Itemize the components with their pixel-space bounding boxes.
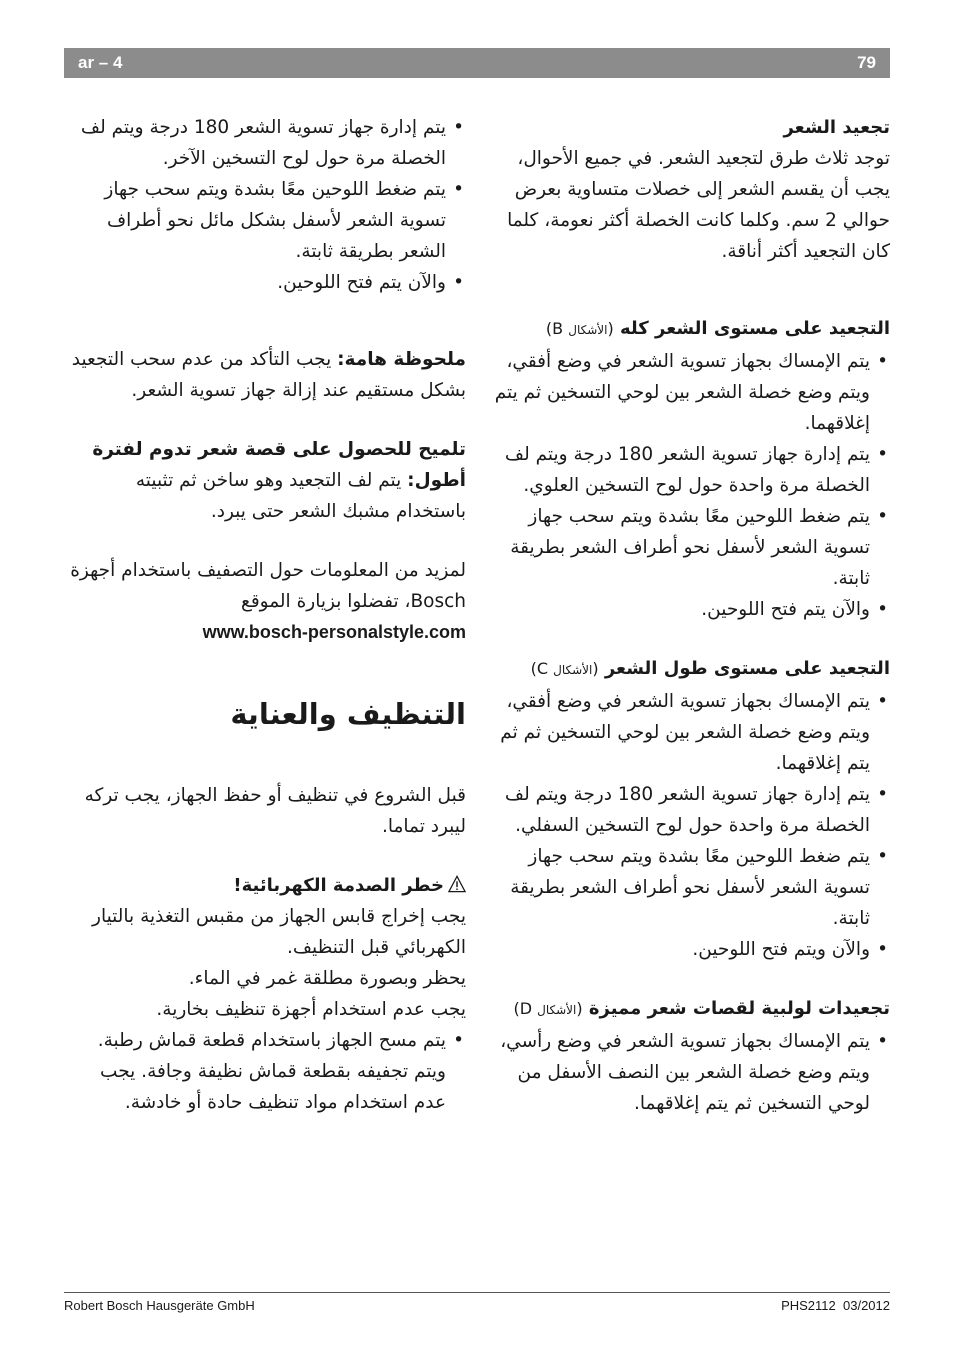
- footer-company: Robert Bosch Hausgeräte GmbH: [64, 1298, 255, 1313]
- list-item: • يتم الإمساك بجهاز تسوية الشعر في وضع أفقي، ويتم وضع خصلة الشعر بين لوحي التسخين ثم ثم يتم إغلاقهما.: [490, 686, 890, 779]
- footer-model-date: [781, 1298, 890, 1313]
- section-b-title: التجعيد على مستوى الشعر كله (الأشكال B): [545, 318, 890, 339]
- note-label: ملحوظة هامة:: [337, 349, 466, 370]
- list-item: • يتم ضغط اللوحين معًا بشدة ويتم سحب جهاز تسوية الشعر لأسفل بشكل مائل نحو أطراف الشعر بطريقة ثابتة.: [64, 174, 466, 267]
- danger-line: يجب إخراج قابس الجهاز من مقبس التغذية بالتيار الكهربائي قبل التنظيف.: [92, 906, 466, 958]
- section-c-list: [490, 686, 890, 965]
- cleaning-intro: قبل الشروع في تنظيف أو حفظ الجهاز، يجب تركه ليبرد تماما.: [84, 785, 466, 837]
- list-item: • يتم إدارة جهاز تسوية الشعر 180 درجة ويتم لف الخصلة مرة حول لوح التسخين الآخر.: [64, 112, 466, 174]
- section-b-list: [490, 346, 890, 625]
- section-d-list: [490, 1026, 890, 1119]
- danger-heading: خطر الصدمة الكهربائية!: [64, 870, 466, 901]
- cleaning-title: التنظيف والعناية: [230, 697, 466, 731]
- list-item: • يتم إدارة جهاز تسوية الشعر 180 درجة ويتم لف الخصلة مرة واحدة حول لوح التسخين العلوي.: [490, 439, 890, 501]
- website-link[interactable]: www.bosch-personalstyle.com: [202, 622, 466, 642]
- cleaning-list: [64, 1025, 466, 1118]
- curl-intro: توجد ثلاث طرق لتجعيد الشعر. في جميع الأحوال، يجب أن يقسم الشعر إلى خصلات متساوية بعرض حوالي 2 سم. وكلما كانت الخصلة أكثر نعومة، كلما كان التجعيد أكثر أناقة.: [507, 148, 890, 262]
- footer-date: 03/2012: [843, 1298, 890, 1313]
- footer-model: PHS2112: [781, 1298, 836, 1313]
- list-item: • يتم مسح الجهاز باستخدام قطعة قماش رطبة. ويتم تجفيفه بقطعة قماش نظيفة وجافة. يجب عدم استخدام مواد تنظيف حادة أو خادشة.: [64, 1025, 466, 1118]
- list-item: • يتم الإمساك بجهاز تسوية الشعر في وضع رأسي، ويتم وضع خصلة الشعر بين النصف الأسفل من لوحي التسخين ثم يتم إغلاقهما.: [490, 1026, 890, 1119]
- left-column: [64, 112, 466, 1118]
- curl-title: تجعيد الشعر: [783, 117, 890, 138]
- continued-list: [64, 112, 466, 298]
- section-c-title: التجعيد على مستوى طول الشعر (الأشكال C): [530, 658, 890, 679]
- more-info: لمزيد من المعلومات حول التصفيف باستخدام أجهزة Bosch، تفضلوا بزيارة الموقع: [70, 560, 466, 612]
- danger-line: يحظر وبصورة مطلقة غمر في الماء.: [188, 968, 466, 989]
- header-bar: [64, 48, 890, 78]
- list-item: • والآن يتم فتح اللوحين.: [64, 267, 466, 298]
- warning-triangle-icon: [448, 875, 466, 893]
- list-item: • يتم ضغط اللوحين معًا بشدة ويتم سحب جهاز تسوية الشعر لأسفل نحو أطراف الشعر بطريقة ثابتة.: [490, 501, 890, 594]
- note-text: يجب التأكد من عدم سحب التجعيد بشكل مستقيم عند إزالة جهاز تسوية الشعر.: [71, 349, 466, 401]
- right-column: [490, 112, 890, 1119]
- tip: [64, 434, 466, 527]
- important-note: [64, 344, 466, 406]
- list-item: • يتم إدارة جهاز تسوية الشعر 180 درجة ويتم لف الخصلة مرة واحدة حول لوح التسخين السفلي.: [490, 779, 890, 841]
- footer-divider: [64, 1292, 890, 1293]
- list-item: • يتم ضغط اللوحين معًا بشدة ويتم سحب جهاز تسوية الشعر لأسفل نحو أطراف الشعر بطريقة ثابتة.: [490, 841, 890, 934]
- section-d-title: تجعيدات لولبية لقصات شعر مميزة (الأشكال D): [513, 998, 890, 1019]
- tip-text: يتم لف التجعيد وهو ساخن ثم تثبيته باستخدام مشبك الشعر حتى يبرد.: [135, 470, 466, 522]
- list-item: • والآن يتم فتح اللوحين.: [490, 594, 890, 625]
- tip-label: تلميح للحصول على قصة شعر تدوم لفترة أطول:: [92, 439, 466, 491]
- list-item: • والآن ويتم فتح اللوحين.: [490, 934, 890, 965]
- list-item: • يتم الإمساك بجهاز تسوية الشعر في وضع أفقي، ويتم وضع خصلة الشعر بين لوحي التسخين ثم يتم إغلاقهما.: [490, 346, 890, 439]
- language-page-label: ar – 4: [78, 53, 123, 72]
- page-number: 79: [857, 53, 876, 72]
- danger-line: يجب عدم استخدام أجهزة تنظيف بخارية.: [156, 999, 466, 1020]
